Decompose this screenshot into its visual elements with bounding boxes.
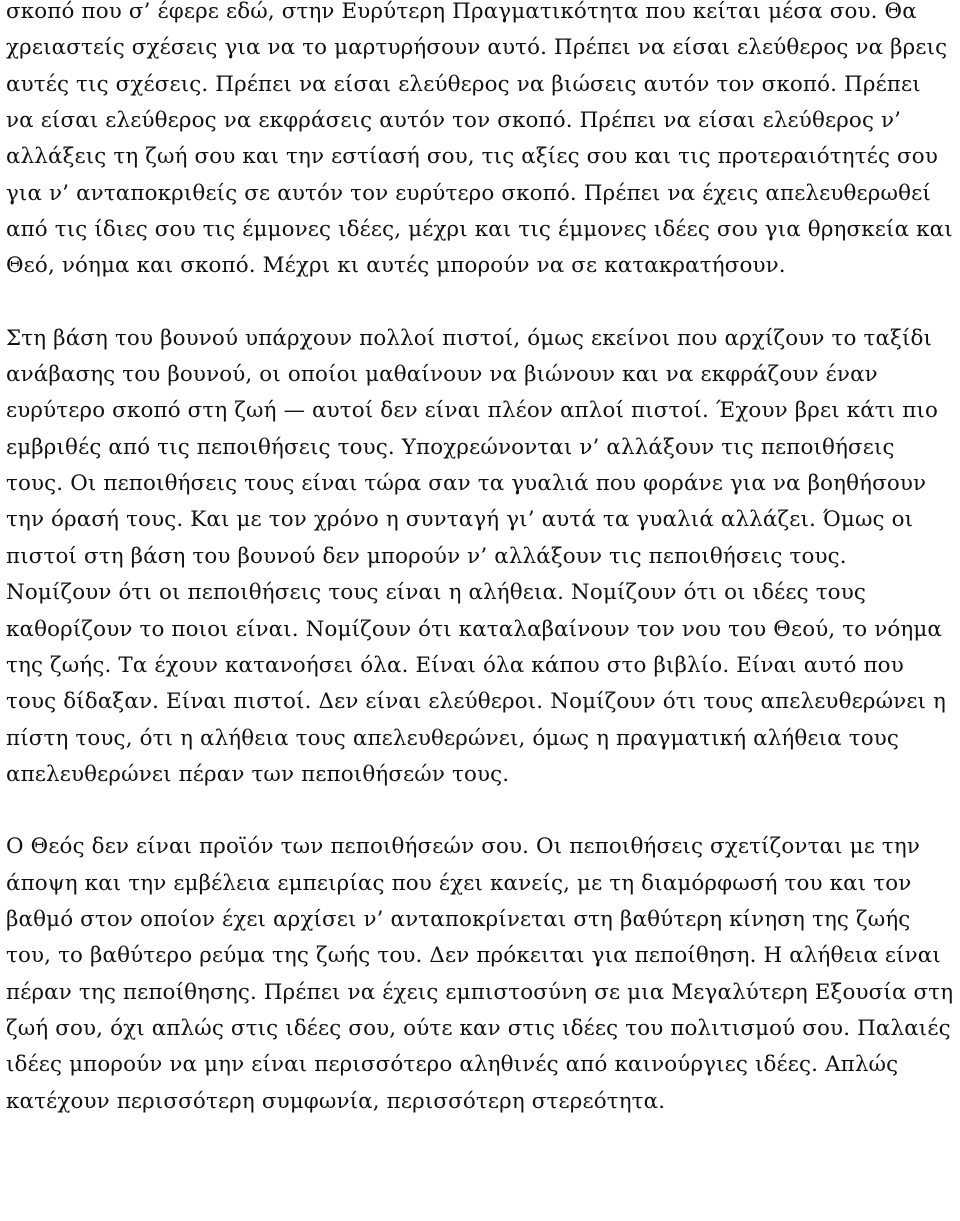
- paragraph-1: σκοπό που σ’ έφερε εδώ, στην Ευρύτερη Πραγματικότητα που κείται μέσα σου. Θα χρειαστείς σχέσεις για να το μαρτυρήσουν αυτό. Πρέπει να είσαι ελεύθερος να βρεις αυτές τις σχέσεις. Πρέπει να είσαι ελεύθερος να βιώσεις αυτόν τον σκοπό. Πρέπει να είσαι ελεύθερος να εκφράσεις αυτόν τον σκοπό. Πρέπει να είσαι ελεύθερος ν’ αλλάξεις τη ζωή σου και την εστίασή σου, τις αξίες σου και τις προτεραιότητές σου για ν’ ανταποκριθείς σε αυτόν τον ευρύτερο σκοπό. Πρέπει να έχεις απελευθερωθεί από τις ίδιες σου τις έμμονες ιδέες, μέχρι και τις έμμονες ιδέες σου για θρησκεία και Θεό, νόημα και σκοπό. Μέχρι κι αυτές μπορούν να σε κατακρατήσουν.: [6, 0, 953, 279]
- paragraph-2: Στη βάση του βουνού υπάρχουν πολλοί πιστοί, όμως εκείνοι που αρχίζουν το ταξίδι ανάβασης του βουνού, οι οποίοι μαθαίνουν να βιώνουν και να εκφράζουν έναν ευρύτερο σκοπό στη ζωή — αυτοί δεν είναι πλέον απλοί πιστοί. Έχουν βρει κάτι πιο εμβριθές από τις πεποιθήσεις τους. Υποχρεώνονται ν’ αλλάξουν τις πεποιθήσεις τους. Οι πεποιθήσεις τους είναι τώρα σαν τα γυαλιά που φοράνε για να βοηθήσουν την όρασή τους. Και με τον χρόνο η συνταγή γι’ αυτά τα γυαλιά αλλάζει. Όμως οι πιστοί στη βάση του βουνού δεν μπορούν ν’ αλλάξουν τις πεποιθήσεις τους. Νομίζουν ότι οι πεποιθήσεις τους είναι η αλήθεια. Νομίζουν ότι οι ιδέες τους καθορίζουν το ποιοι είναι. Νομίζουν ότι καταλαβαίνουν τον νου του Θεού, το νόημα της ζωής. Τα έχουν κατανοήσει όλα. Είναι όλα κάπου στο βιβλίο. Είναι αυτό που τους δίδαξαν. Είναι πιστοί. Δεν είναι ελεύθεροι. Νομίζουν ότι τους απελευθερώνει η πίστη τους, ότι η αλήθεια τους απελευθερώνει, όμως η πραγματική αλήθεια τους απελευθερώνει πέραν των πεποιθήσεών τους.: [6, 325, 947, 787]
- paragraph-3: Ο Θεός δεν είναι προϊόν των πεποιθήσεών σου. Οι πεποιθήσεις σχετίζονται με την άποψη και την εμβέλεια εμπειρίας που έχει κανείς, με τη διαμόρφωσή του και τον βαθμό στον οποίον έχει αρχίσει ν’ ανταποκρίνεται στη βαθύτερη κίνηση της ζωής του, το βαθύτερο ρεύμα της ζωής του. Δεν πρόκειται για πεποίθηση. Η αλήθεια είναι πέραν της πεποίθησης. Πρέπει να έχεις εμπιστοσύνη σε μια Μεγαλύτερη Εξουσία στη ζωή σου, όχι απλώς στις ιδέες σου, ούτε καν στις ιδέες του πολιτισμού σου. Παλαιές ιδέες μπορούν να μην είναι περισσότερο αληθινές από καινούργιες ιδέες. Απλώς κατέχουν περισσότερη συμφωνία, περισσότερη στερεότητα.: [6, 834, 954, 1114]
